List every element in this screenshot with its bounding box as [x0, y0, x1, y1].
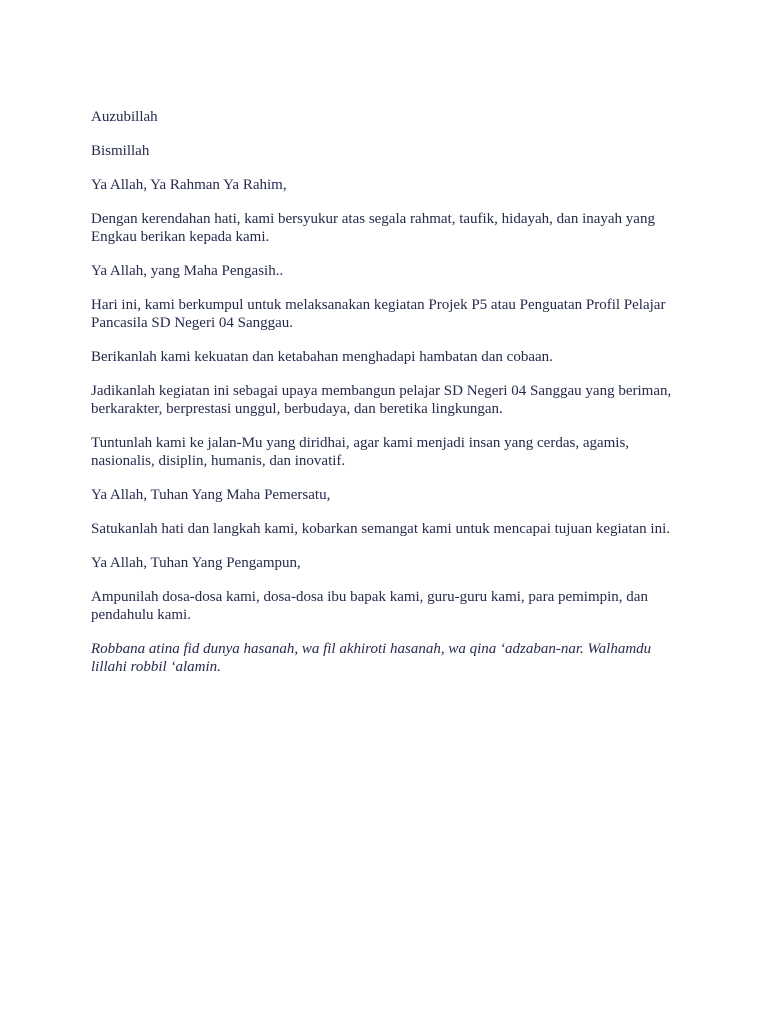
paragraph-invocation: Ya Allah, Ya Rahman Ya Rahim,: [91, 177, 287, 193]
paragraph-bismillah: Bismillah: [91, 143, 150, 159]
paragraph-strength: Berikanlah kami kekuatan dan ketabahan menghadapi hambatan dan cobaan.: [91, 349, 553, 365]
paragraph-invocation-pengasih: Ya Allah, yang Maha Pengasih..: [91, 263, 284, 279]
paragraph-forgiveness: Ampunilah dosa-dosa kami, dosa-dosa ibu bapak kami, guru-guru kami, para pemimpin, dan pendahulu kami.: [91, 589, 648, 623]
document-body: [91, 108, 681, 692]
paragraph-purpose: Jadikanlah kegiatan ini sebagai upaya membangun pelajar SD Negeri 04 Sanggau yang beriman, berkarakter, berprestasi unggul, berbudaya, dan beretika lingkungan.: [91, 383, 672, 417]
paragraph-opening: Auzubillah: [91, 109, 158, 125]
paragraph-gathering: Hari ini, kami berkumpul untuk melaksanakan kegiatan Projek P5 atau Penguatan Profil Pelajar Pancasila SD Negeri 04 Sanggau.: [91, 297, 666, 331]
paragraph-invocation-pemersatu: Ya Allah, Tuhan Yang Maha Pemersatu,: [91, 487, 331, 503]
paragraph-gratitude: Dengan kerendahan hati, kami bersyukur atas segala rahmat, taufik, hidayah, dan inayah yang Engkau berikan kepada kami.: [91, 211, 655, 245]
paragraph-guidance: Tuntunlah kami ke jalan-Mu yang diridhai, agar kami menjadi insan yang cerdas, agamis, nasionalis, disiplin, humanis, dan inovatif.: [91, 435, 630, 469]
paragraph-closing-prayer: Robbana atina fid dunya hasanah, wa fil akhiroti hasanah, wa qina ‘adzaban-nar. Walhamdu lillahi robbil ‘alamin.: [91, 641, 652, 675]
paragraph-unity: Satukanlah hati dan langkah kami, kobarkan semangat kami untuk mencapai tujuan kegiatan ini.: [91, 521, 670, 537]
paragraph-invocation-pengampun: Ya Allah, Tuhan Yang Pengampun,: [91, 555, 301, 571]
